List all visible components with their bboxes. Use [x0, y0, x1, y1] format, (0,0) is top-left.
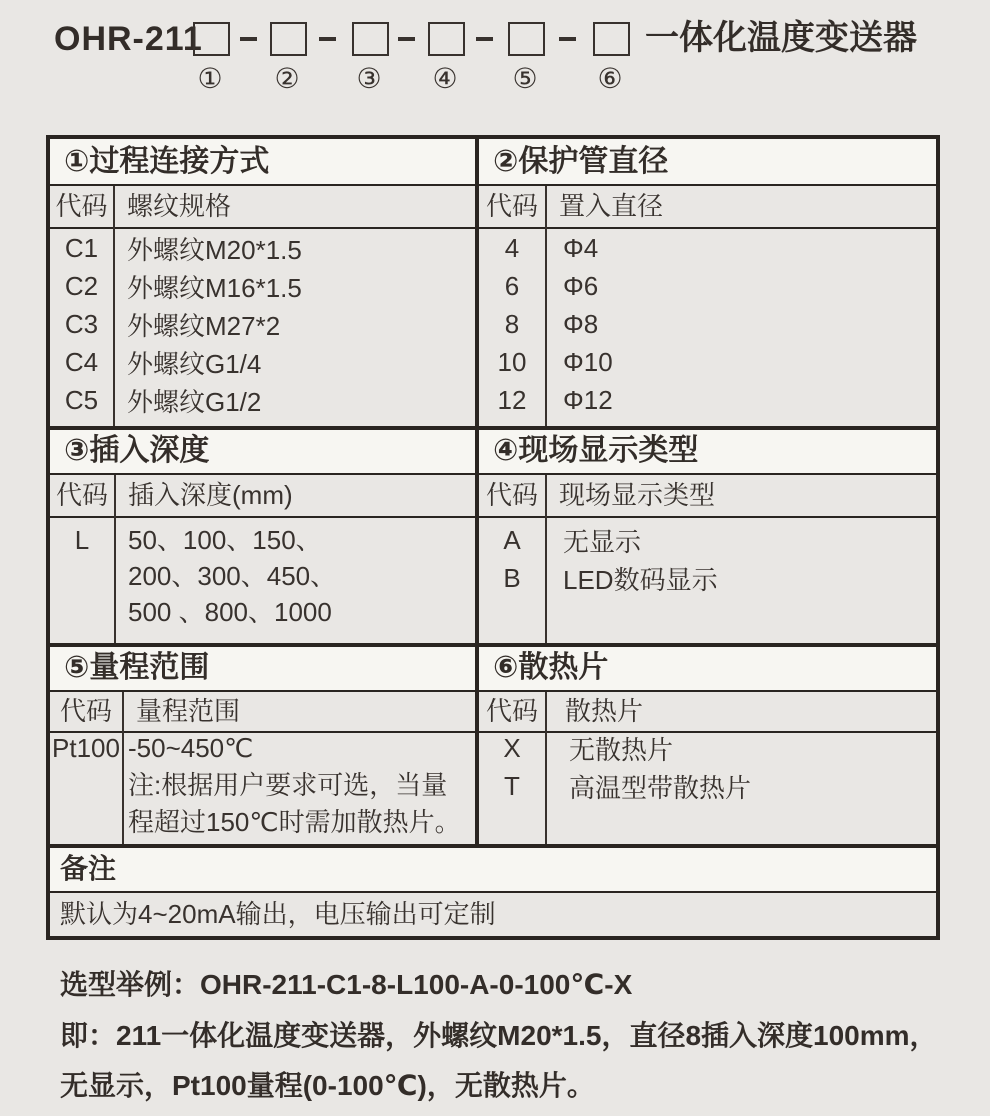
table-row	[479, 381, 936, 419]
row-value: 高温型带散热片	[569, 772, 752, 803]
value-line: 200、300、450、	[128, 561, 337, 591]
row-code: C3	[64, 308, 99, 339]
row-code: 4	[504, 232, 520, 263]
slot-label-2: ②	[274, 63, 300, 94]
row-code: C1	[64, 232, 99, 263]
column-divider	[122, 692, 124, 844]
example-code: OHR-211-C1-8-L100-A-0-100℃-X	[200, 969, 633, 1000]
col-header-code-1: 代码	[55, 191, 108, 221]
table-row	[479, 267, 936, 305]
col-header-code-6: 代码	[485, 696, 538, 726]
example-label: 选型举例：	[60, 969, 201, 1000]
slot-label-4: ④	[432, 63, 458, 94]
divider	[50, 844, 936, 848]
row-value: 无散热片	[569, 734, 674, 765]
remark-content: 默认为4~20mA输出，电压输出可定制	[60, 899, 496, 929]
dash-separator	[240, 37, 257, 41]
dash-separator	[319, 37, 336, 41]
model-number	[54, 20, 203, 58]
col-header-value-3: 插入深度(mm)	[128, 480, 293, 510]
row-value: Φ4	[563, 232, 599, 263]
row-value: Φ12	[563, 384, 613, 415]
table-row	[50, 229, 475, 267]
row-code: C5	[64, 384, 99, 415]
col-header-code-4: 代码	[485, 480, 538, 510]
col-header-code-5: 代码	[59, 696, 112, 726]
model-code-box-3	[352, 22, 389, 56]
table-row	[50, 267, 475, 305]
row-code: C2	[64, 270, 99, 301]
example-line	[60, 966, 632, 1004]
slot-label-5: ⑤	[512, 63, 538, 94]
table-row	[479, 305, 936, 343]
model-number-text: OHR-211	[54, 20, 203, 58]
col-header-value-2: 置入直径	[559, 191, 664, 221]
col-header-value-6: 散热片	[565, 696, 644, 726]
row-code: C4	[64, 346, 99, 377]
col-header-value-4: 现场显示类型	[559, 480, 716, 510]
section-title-5: ⑤量程范围	[64, 651, 210, 684]
row-value-multiline	[128, 730, 461, 841]
section-title-1: ①过程连接方式	[64, 145, 270, 178]
value-line: 500 、800、1000	[128, 597, 332, 627]
row-code: B	[503, 562, 521, 593]
table-row	[50, 343, 475, 381]
row-value: 外螺纹M27*2	[127, 310, 281, 341]
row-value: 外螺纹G1/2	[127, 386, 262, 417]
model-code-box-6	[593, 22, 630, 56]
table-row	[479, 343, 936, 381]
model-code-box-5	[508, 22, 545, 56]
row-value: 外螺纹M16*1.5	[127, 272, 302, 303]
example-description: 即：211一体化温度变送器，外螺纹M20*1.5，直径8插入深度100mm，无显示，Pt100量程(0-100℃)，无散热片。	[60, 1020, 938, 1101]
row-code: Pt100	[52, 733, 120, 763]
table-row	[479, 521, 936, 559]
divider	[50, 516, 936, 518]
section-title-2: ②保护管直径	[493, 145, 669, 178]
row-value: Φ6	[563, 270, 599, 301]
dash-separator	[398, 37, 415, 41]
value-line: 程超过150℃时需加散热片。	[128, 807, 461, 837]
table-row	[50, 381, 475, 419]
table-row	[479, 559, 936, 597]
row-value: 外螺纹M20*1.5	[127, 234, 302, 265]
model-code-box-4	[428, 22, 465, 56]
col-header-value-1: 螺纹规格	[127, 191, 232, 221]
row-value: 无显示	[563, 526, 642, 557]
row-code: L	[74, 525, 90, 555]
section-title-6: ⑥散热片	[493, 651, 609, 684]
row-code: X	[503, 732, 521, 763]
row-code: 6	[504, 270, 520, 301]
selection-table	[46, 135, 940, 940]
dash-separator	[559, 37, 576, 41]
table-row	[479, 729, 936, 767]
col-header-code-3: 代码	[55, 480, 108, 510]
section-title-3: ③插入深度	[64, 434, 210, 467]
model-code-box-2	[270, 22, 307, 56]
slot-label-3: ③	[356, 63, 382, 94]
row-value: 外螺纹G1/4	[127, 348, 262, 379]
column-divider	[114, 475, 116, 643]
row-value: Φ10	[563, 346, 613, 377]
product-name: 一体化温度变送器	[645, 19, 917, 57]
table-row	[479, 767, 936, 805]
slot-label-1: ①	[197, 63, 223, 94]
row-value: LED数码显示	[563, 564, 718, 595]
col-header-value-5: 量程范围	[136, 696, 241, 726]
section-title-band	[50, 848, 936, 891]
row-code: T	[504, 770, 520, 801]
row-code: 8	[504, 308, 520, 339]
value-line: 50、100、150、	[128, 525, 322, 555]
col-header-code-2: 代码	[485, 191, 538, 221]
model-code-box-1	[193, 22, 230, 56]
table-row	[479, 229, 936, 267]
section-title-4: ④现场显示类型	[493, 434, 699, 467]
row-value: Φ8	[563, 308, 599, 339]
table-row	[50, 305, 475, 343]
value-line: 注:根据用户要求可选，当量	[128, 770, 448, 800]
row-value-multiline	[128, 522, 336, 630]
row-code: 10	[497, 346, 527, 377]
slot-label-6: ⑥	[597, 63, 623, 94]
dash-separator	[476, 37, 493, 41]
row-code: 12	[497, 384, 527, 415]
remark-title: 备注	[60, 853, 117, 884]
value-line: -50~450℃	[128, 733, 254, 763]
row-code: A	[503, 524, 521, 555]
